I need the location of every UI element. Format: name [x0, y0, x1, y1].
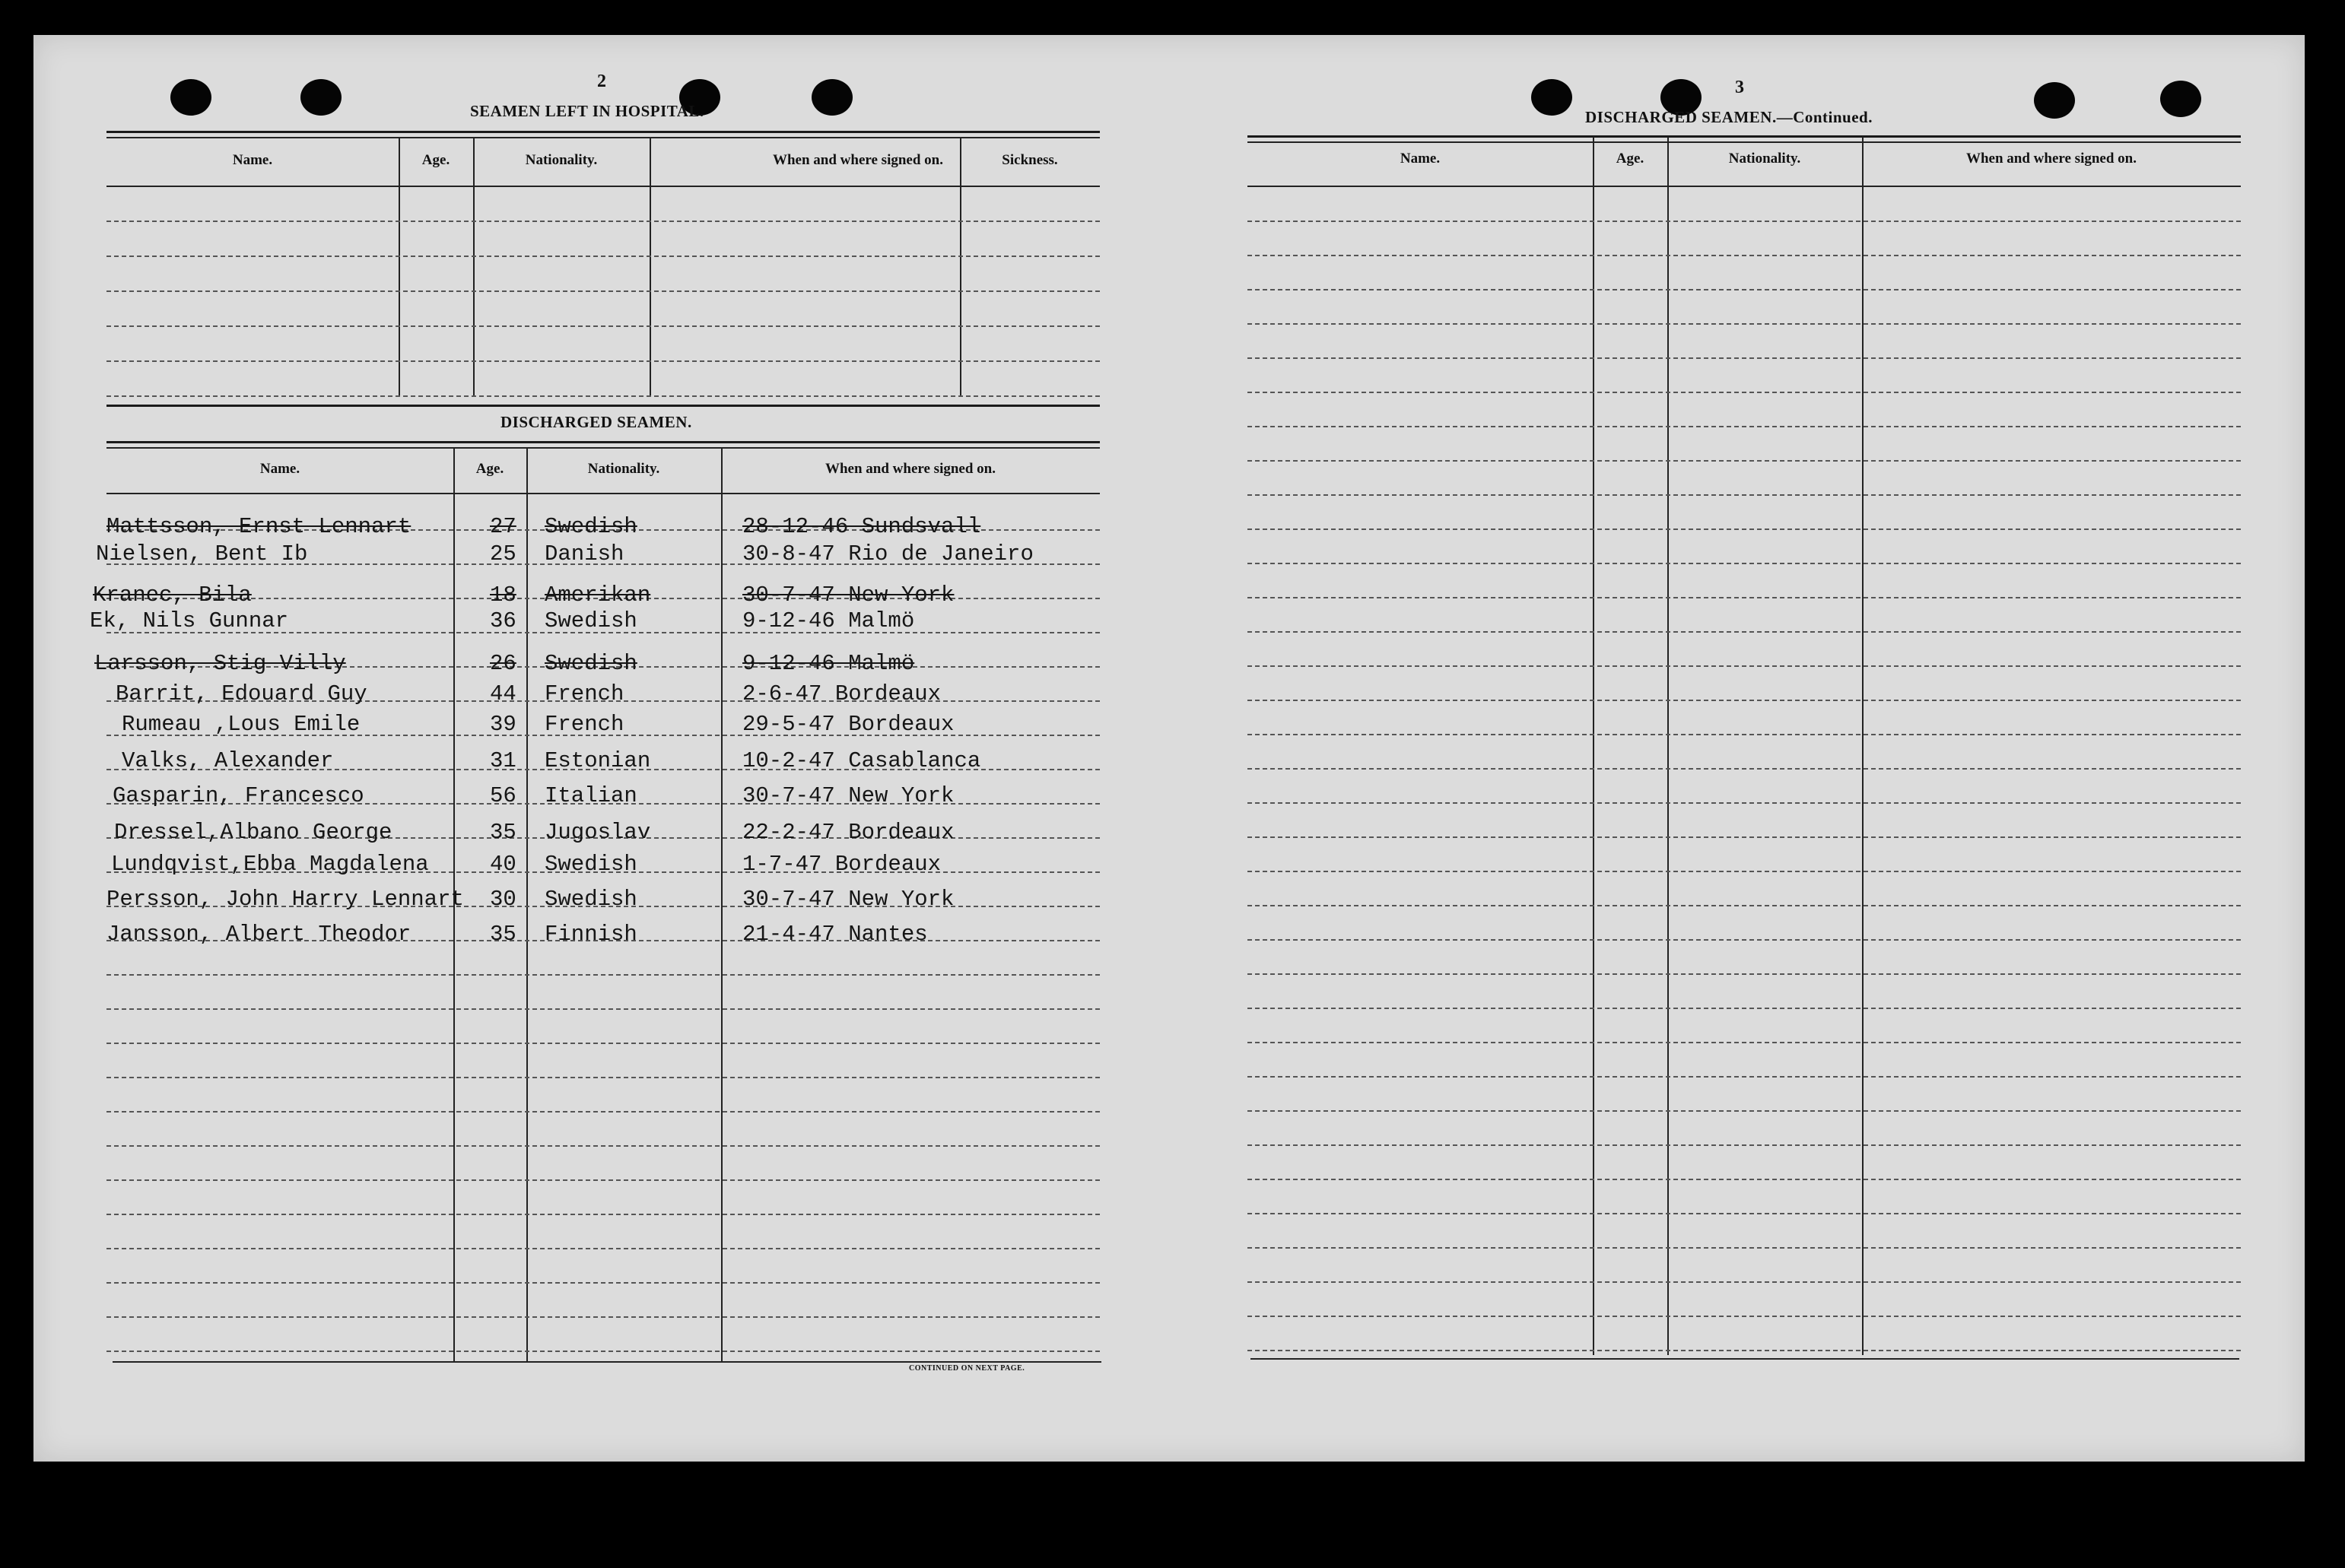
column-header: Nationality. — [525, 152, 598, 168]
seaman-nationality: Swedish — [545, 514, 637, 539]
row-line — [1247, 836, 2241, 838]
row-line — [106, 1179, 1100, 1181]
column-divider — [721, 447, 723, 1361]
column-header: Sickness. — [1002, 152, 1058, 168]
row-line — [106, 1043, 1100, 1044]
row-line — [1247, 323, 2241, 325]
row-line — [1247, 289, 2241, 290]
row-line — [1247, 1281, 2241, 1283]
punch-hole — [2034, 82, 2075, 119]
rule — [106, 441, 1100, 443]
seaman-nationality: Jugoslav — [545, 820, 651, 845]
row-line — [1247, 494, 2241, 496]
seaman-nationality: French — [545, 712, 624, 737]
seaman-name: Larsson, Stig Villy — [94, 651, 346, 676]
row-line — [1247, 1213, 2241, 1214]
seaman-name: Dressel,Albano George — [114, 820, 392, 845]
seaman-age: 36 — [490, 608, 516, 633]
seaman-nationality: Swedish — [545, 852, 637, 877]
row-line — [106, 221, 1100, 222]
row-line — [106, 1145, 1100, 1147]
punch-hole — [170, 79, 211, 116]
column-header: Age. — [475, 461, 504, 477]
column-header: Name. — [259, 461, 300, 477]
row-line — [1247, 700, 2241, 701]
row-line — [106, 290, 1100, 292]
row-line — [1247, 631, 2241, 633]
seaman-signed-on: 10-2-47 Casablanca — [742, 748, 981, 773]
row-line — [1247, 528, 2241, 530]
seaman-nationality: Finnish — [545, 922, 637, 947]
seaman-name: Rumeau ,Lous Emile — [122, 712, 361, 737]
header-rule — [1247, 186, 2241, 187]
rule — [1247, 135, 2241, 138]
page-number: 3 — [1735, 78, 1744, 97]
row-line — [1247, 563, 2241, 564]
seaman-nationality: Italian — [545, 783, 637, 808]
row-line — [1247, 597, 2241, 598]
row-line — [1247, 357, 2241, 359]
punch-hole — [812, 79, 853, 116]
row-line — [1247, 939, 2241, 941]
row-line — [1247, 1350, 2241, 1351]
row-line — [1247, 255, 2241, 256]
row-line — [1247, 1008, 2241, 1009]
row-line — [1247, 665, 2241, 667]
row-line — [106, 974, 1100, 976]
seaman-age: 35 — [490, 922, 516, 947]
row-line — [106, 395, 1100, 397]
seaman-name: Nielsen, Bent Ib — [96, 541, 308, 567]
seaman-age: 40 — [490, 852, 516, 877]
column-header: Age. — [1616, 151, 1644, 167]
column-divider — [1862, 137, 1864, 1355]
row-line — [106, 1282, 1100, 1284]
seaman-age: 30 — [490, 887, 516, 912]
punch-hole — [300, 79, 342, 116]
column-header: Nationality. — [587, 461, 660, 477]
seaman-signed-on: 22-2-47 Bordeaux — [742, 820, 955, 845]
row-line — [106, 1248, 1100, 1249]
seaman-signed-on: 30-7-47 New York — [742, 582, 955, 608]
table-bottom-rule — [113, 1361, 1101, 1363]
column-header: Age. — [421, 152, 450, 168]
punch-hole — [1531, 79, 1572, 116]
rule — [1247, 141, 2241, 143]
column-divider — [650, 138, 651, 397]
row-line — [106, 256, 1100, 257]
punch-hole — [2160, 81, 2201, 117]
continued-section-title: DISCHARGED SEAMEN.—Continued. — [1585, 108, 1873, 126]
row-line — [1247, 1076, 2241, 1078]
seaman-age: 35 — [490, 820, 516, 845]
row-line — [106, 1111, 1100, 1113]
rule — [106, 131, 1100, 133]
row-line — [106, 1316, 1100, 1318]
continued-footnote: CONTINUED ON NEXT PAGE. — [909, 1364, 1025, 1373]
row-line — [106, 325, 1100, 327]
seaman-signed-on: 9-12-46 Malmö — [742, 651, 915, 676]
seaman-signed-on: 21-4-47 Nantes — [742, 922, 928, 947]
seaman-age: 25 — [490, 541, 516, 567]
seaman-nationality: Swedish — [545, 887, 637, 912]
column-divider — [399, 138, 400, 397]
rule — [106, 447, 1100, 449]
seaman-nationality: Amerikan — [545, 582, 651, 608]
row-line — [1247, 973, 2241, 975]
row-line — [106, 360, 1100, 362]
row-line — [1247, 221, 2241, 222]
column-header: Name. — [232, 152, 273, 168]
seaman-name: Valks, Alexander — [122, 748, 334, 773]
discharged-section-title: DISCHARGED SEAMEN. — [500, 413, 692, 431]
header-rule — [106, 493, 1100, 494]
seaman-name: Kranec, Bila — [93, 582, 252, 608]
row-line — [1247, 1144, 2241, 1146]
seaman-nationality: Danish — [545, 541, 624, 567]
row-line — [1247, 426, 2241, 427]
seaman-name: Barrit, Edouard Guy — [116, 681, 367, 706]
seaman-nationality: Swedish — [545, 608, 637, 633]
row-line — [1247, 392, 2241, 393]
seaman-age: 44 — [490, 681, 516, 706]
column-header: When and where signed on. — [1965, 151, 2137, 167]
rule — [106, 405, 1100, 407]
seaman-nationality: French — [545, 681, 624, 706]
seaman-age: 26 — [490, 651, 516, 676]
seaman-nationality: Swedish — [545, 651, 637, 676]
header-rule — [106, 186, 1100, 187]
row-line — [106, 1077, 1100, 1078]
seaman-signed-on: 30-8-47 Rio de Janeiro — [742, 541, 1034, 567]
row-line — [1247, 460, 2241, 462]
seaman-age: 31 — [490, 748, 516, 773]
page-number: 2 — [597, 71, 606, 91]
column-divider — [960, 138, 961, 397]
seaman-age: 18 — [490, 582, 516, 608]
row-line — [1247, 1247, 2241, 1249]
seaman-name: Mattsson, Ernst Lennart — [106, 514, 411, 539]
hospital-section-title: SEAMEN LEFT IN HOSPITAL. — [470, 102, 704, 120]
row-line — [1247, 905, 2241, 906]
column-divider — [1593, 137, 1594, 1355]
seaman-name: Gasparin, Francesco — [113, 783, 364, 808]
row-line — [1247, 1179, 2241, 1180]
table-bottom-rule — [1250, 1358, 2239, 1360]
seaman-age: 27 — [490, 514, 516, 539]
row-line — [1247, 1042, 2241, 1043]
column-divider — [1667, 137, 1669, 1355]
row-line — [1247, 734, 2241, 735]
seaman-name: Persson, John Harry Lennart — [106, 887, 464, 912]
seaman-signed-on: 1-7-47 Bordeaux — [742, 852, 942, 877]
column-divider — [473, 138, 475, 397]
seaman-signed-on: 28-12-46 Sundsvall — [742, 514, 981, 539]
column-header: Nationality. — [1728, 151, 1801, 167]
column-header: When and where signed on. — [825, 461, 996, 477]
seaman-signed-on: 9-12-46 Malmö — [742, 608, 915, 633]
seaman-name: Jansson, Albert Theodor — [106, 922, 411, 947]
seaman-age: 39 — [490, 712, 516, 737]
column-header: When and where signed on. — [772, 152, 943, 168]
column-divider — [526, 447, 528, 1361]
row-line — [1247, 1316, 2241, 1317]
seaman-name: Ek, Nils Gunnar — [90, 608, 289, 633]
seaman-name: Lundqvist,Ebba Magdalena — [111, 852, 429, 877]
seaman-age: 56 — [490, 783, 516, 808]
seaman-signed-on: 30-7-47 New York — [742, 783, 955, 808]
row-line — [1247, 871, 2241, 872]
row-line — [106, 1351, 1100, 1352]
row-line — [1247, 1110, 2241, 1112]
row-line — [1247, 768, 2241, 770]
seaman-signed-on: 29-5-47 Bordeaux — [742, 712, 955, 737]
seaman-nationality: Estonian — [545, 748, 651, 773]
row-line — [1247, 802, 2241, 804]
column-header: Name. — [1400, 151, 1441, 167]
rule — [106, 137, 1100, 138]
seaman-signed-on: 2-6-47 Bordeaux — [742, 681, 942, 706]
row-line — [106, 1008, 1100, 1010]
seaman-signed-on: 30-7-47 New York — [742, 887, 955, 912]
row-line — [106, 1214, 1100, 1215]
